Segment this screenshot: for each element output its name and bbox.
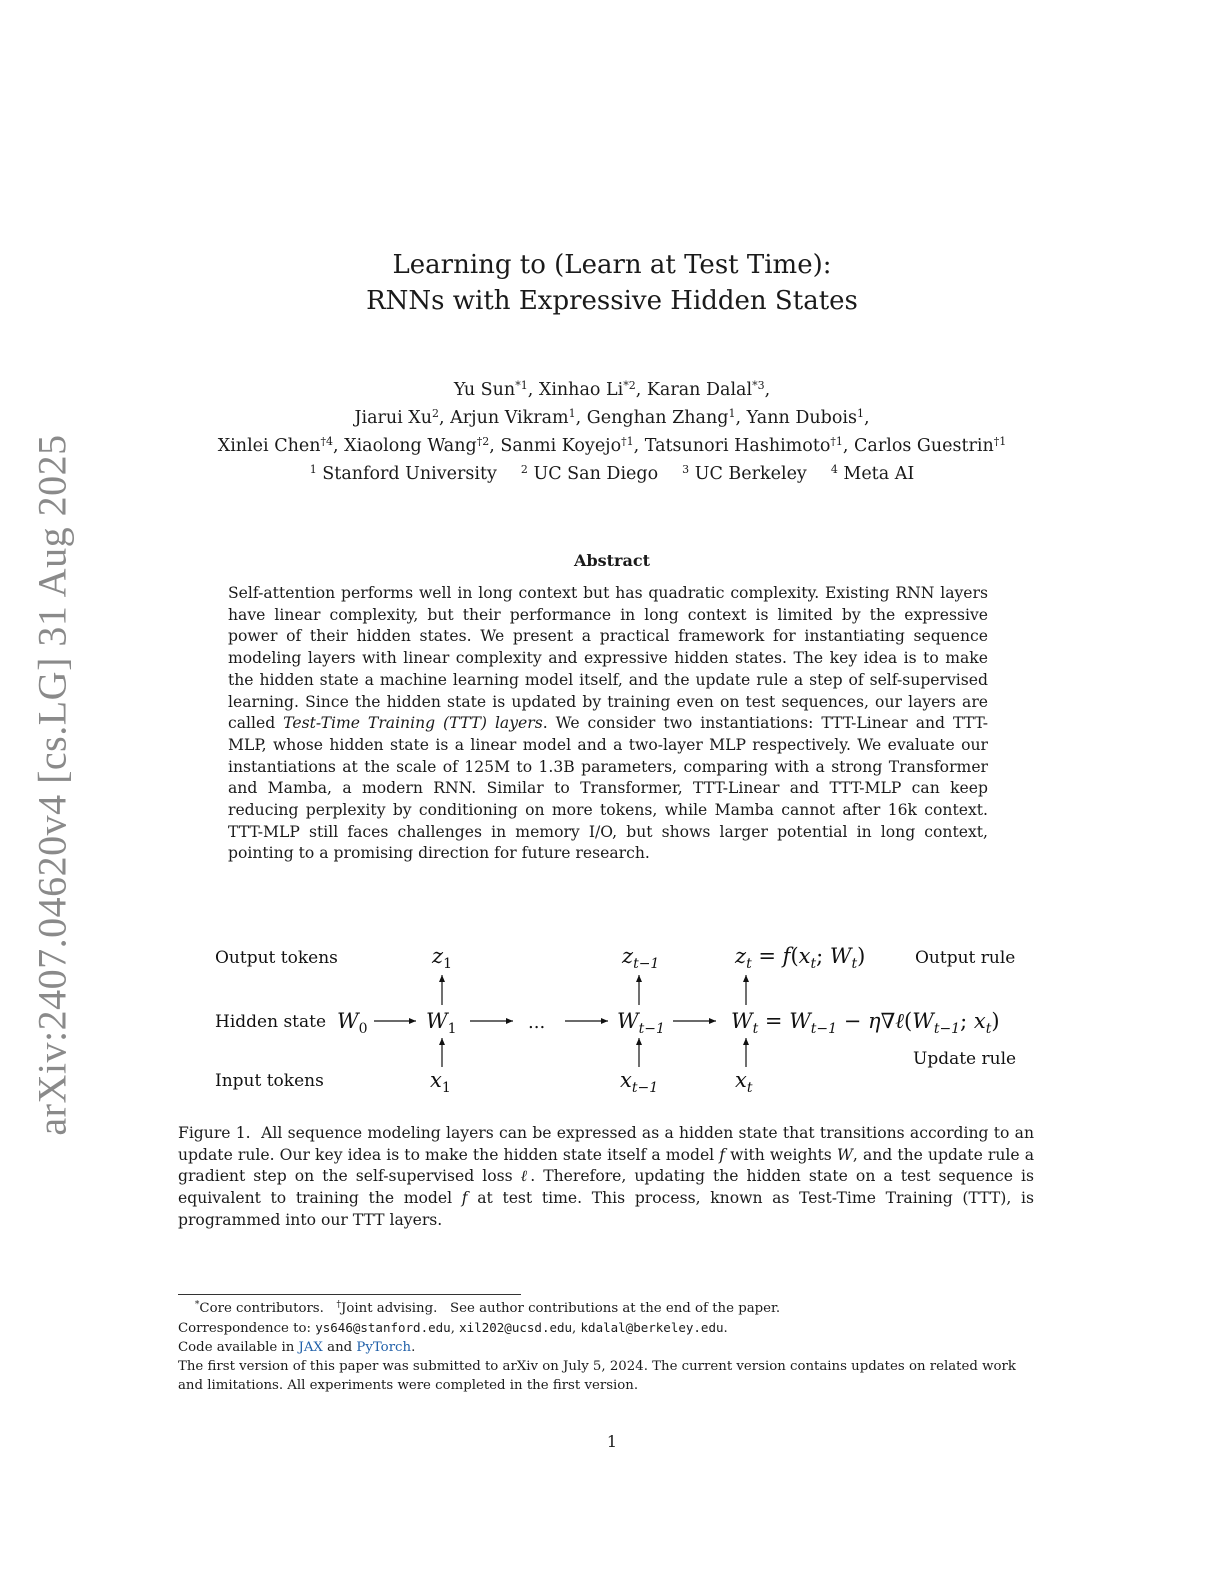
symbol-w0-base: W bbox=[337, 1009, 359, 1033]
author-name: Xinhao Li bbox=[538, 380, 624, 400]
caption-math: ℓ bbox=[520, 1167, 531, 1186]
footnote-star: * bbox=[194, 1300, 200, 1310]
author-sup: 1 bbox=[856, 407, 864, 420]
author-sep: , bbox=[635, 380, 647, 400]
title-line-1: Learning to (Learn at Test Time): bbox=[392, 250, 832, 280]
correspondence-label: Correspondence to: bbox=[178, 1321, 311, 1336]
symbol-x1-sub: 1 bbox=[441, 1080, 451, 1096]
author-sep: , bbox=[332, 436, 345, 456]
email-link[interactable]: kdalal@berkeley.edu bbox=[580, 1320, 724, 1335]
author-sep: , bbox=[633, 436, 645, 456]
author-sep: , bbox=[575, 408, 587, 428]
update-equation: $W_t = W_{t-1}$ − $\eta\nabla\ell(W_{t-1}$; $x_t$) bbox=[731, 1009, 1000, 1037]
author-line-2 bbox=[0, 404, 1224, 432]
symbol-xt-minus-1 bbox=[620, 1068, 658, 1096]
footnotes bbox=[178, 1299, 1038, 1395]
symbol-x1 bbox=[430, 1068, 451, 1096]
symbol-xt1-base: x bbox=[620, 1068, 632, 1092]
output-rule-label: Output rule bbox=[915, 948, 1016, 968]
pytorch-link[interactable]: PyTorch bbox=[356, 1340, 412, 1355]
code-and: and bbox=[327, 1340, 353, 1355]
affiliation bbox=[521, 464, 658, 484]
symbol-w1 bbox=[426, 1009, 457, 1037]
author-name: Jiarui Xu bbox=[354, 408, 433, 428]
affiliation-name: UC San Diego bbox=[533, 464, 659, 484]
author-sup: †1 bbox=[621, 435, 634, 448]
arxiv-identifier-text: arXiv:2407.04620v4 [cs.LG] 31 Aug 2025 bbox=[29, 434, 75, 1136]
abstract-heading: Abstract bbox=[574, 551, 650, 570]
figure-1-diagram bbox=[200, 935, 1040, 1105]
affiliation bbox=[310, 464, 497, 484]
update-rule-label: Update rule bbox=[913, 1049, 1017, 1069]
author-name: Tatsunori Hashimoto bbox=[644, 436, 831, 456]
abstract-text: Self-attention performs well in long context but has quadratic complexity. Existing RNN layers have linear complexity, but their performance in long context is limited by the expressive power of their hidden states. We present a practical framework for instantiating sequence modeling layers with linear complexity and expressive hidden states. The key idea is to make the hidden state a machine learning model itself, and the update rule a step of self-supervised learning. Since the hidden state is updated by training even on test sequences, our layers are called bbox=[228, 584, 988, 733]
symbol-zt-minus-1 bbox=[621, 944, 659, 972]
author-sep: , bbox=[863, 408, 870, 428]
caption-text: All sequence modeling layers can be expressed as a hidden state that transitions according to an update rule. Our key idea is to make the hidden state itself a model bbox=[178, 1124, 1034, 1164]
affiliation bbox=[682, 464, 807, 484]
author-sup: †1 bbox=[993, 435, 1007, 448]
author-sep: , bbox=[439, 408, 451, 428]
symbol-zt1-sub: t−1 bbox=[633, 956, 660, 972]
paper-title bbox=[0, 247, 1224, 319]
symbol-wt1-base: W bbox=[617, 1009, 639, 1033]
footnote-joint: Joint advising. bbox=[341, 1301, 438, 1316]
footnote-correspondence: Correspondence to: ys646@stanford.edu, xil202@ucsd.edu, kdalal@berkeley.edu. bbox=[178, 1320, 728, 1336]
page-number: 1 bbox=[606, 1432, 618, 1451]
footnote-rule bbox=[178, 1294, 521, 1295]
author-sup: 2 bbox=[432, 407, 440, 420]
symbol-w0-sub: 0 bbox=[358, 1021, 368, 1037]
symbol-w0 bbox=[337, 1009, 368, 1037]
author-name: Sanmi Koyejo bbox=[500, 436, 622, 456]
author-sep: , bbox=[842, 436, 855, 456]
symbol-xt1-sub: t−1 bbox=[631, 1080, 659, 1096]
affiliation-sup: 1 bbox=[309, 463, 317, 476]
author-sep: , bbox=[764, 380, 771, 400]
title-line-2: RNNs with Expressive Hidden States bbox=[366, 286, 858, 316]
footnote-see: See author contributions at the end of the paper. bbox=[450, 1301, 781, 1316]
author-name: Karan Dalal bbox=[646, 380, 753, 400]
caption-math: f bbox=[719, 1145, 726, 1164]
author-name: Xiaolong Wang bbox=[344, 436, 477, 456]
affiliation-sup: 2 bbox=[520, 463, 528, 476]
author-name: Yann Dubois bbox=[746, 408, 857, 428]
author-sup: *1 bbox=[515, 379, 528, 392]
jax-link[interactable]: JAX bbox=[298, 1340, 323, 1355]
symbol-zt1-base: z bbox=[622, 944, 634, 968]
author-name: Genghan Zhang bbox=[586, 408, 729, 428]
affiliation-sup: 4 bbox=[830, 463, 838, 476]
affiliation-name: Meta AI bbox=[843, 464, 915, 484]
author-line-3 bbox=[0, 432, 1224, 460]
abstract-text: . We consider two instantiations: TTT-Linear and TTT-MLP, whose hidden state is a linear model and a two-layer MLP respectively. We evaluate our instantiations at the scale of 125M to 1.3B parameters, comparing with a strong Transformer and Mamba, a modern RNN. Similar to Transformer, TTT-Linear and TTT-MLP can keep reducing perplexity by conditioning on more tokens, while Mamba cannot after 16k context. TTT-MLP still faces challenges in memory I/O, but shows larger potential in long context, pointing to a promising direction for future research. bbox=[228, 714, 988, 863]
author-line-1 bbox=[0, 376, 1224, 404]
footnote-dagger: † bbox=[336, 1300, 342, 1310]
caption-text: , and the update rule a gradient step on the self-supervised loss bbox=[178, 1145, 1034, 1186]
footnote-core: Core contributors. bbox=[199, 1301, 324, 1316]
author-sup: 1 bbox=[568, 407, 576, 420]
footnote-code: Code available in JAX and PyTorch. bbox=[178, 1340, 416, 1355]
author-name: Arjun Vikram bbox=[450, 408, 569, 428]
symbol-wt1-sub: t−1 bbox=[638, 1021, 665, 1037]
abstract-emphasis: Test-Time Training (TTT) layers bbox=[283, 714, 543, 733]
caption-math: W bbox=[836, 1145, 853, 1164]
email-link[interactable]: ys646@stanford.edu bbox=[315, 1320, 451, 1335]
author-sup: †1 bbox=[830, 435, 843, 448]
symbol-xt bbox=[735, 1068, 753, 1096]
author-sup: 1 bbox=[728, 407, 736, 420]
author-sup: †4 bbox=[320, 435, 333, 448]
author-sup: †2 bbox=[476, 435, 490, 448]
author-sep: , bbox=[735, 408, 747, 428]
affiliation-name: UC Berkeley bbox=[694, 464, 807, 484]
symbol-wt-minus-1 bbox=[617, 1009, 665, 1037]
author-sup: *3 bbox=[752, 379, 765, 392]
author-sup: *2 bbox=[623, 379, 636, 392]
caption-math: f bbox=[461, 1189, 468, 1208]
row-label-output: Output tokens bbox=[215, 948, 338, 968]
row-label-hidden: Hidden state bbox=[215, 1012, 327, 1032]
caption-text: at test time. This process, known as Test-Time Training (TTT), is programmed into our TTT layers. bbox=[178, 1189, 1034, 1229]
caption-label: Figure 1. bbox=[178, 1124, 251, 1142]
email-link[interactable]: xil202@ucsd.edu bbox=[459, 1320, 573, 1335]
symbol-x1-base: x bbox=[430, 1068, 442, 1092]
symbol-z1-base: z bbox=[432, 944, 444, 968]
affiliation-sup: 3 bbox=[682, 463, 690, 476]
symbol-z1 bbox=[431, 944, 452, 972]
code-label: Code available in bbox=[178, 1340, 295, 1355]
footnote-version: The first version of this paper was submitted to arXiv on July 5, 2024. The current version contains updates on related work and limitations. All experiments were completed in the first version. bbox=[178, 1359, 1016, 1393]
author-sep: , bbox=[489, 436, 501, 456]
author-name: Yu Sun bbox=[453, 380, 516, 400]
affiliations bbox=[0, 460, 1224, 488]
symbol-z1-sub: 1 bbox=[443, 956, 452, 972]
author-name: Xinlei Chen bbox=[217, 436, 321, 456]
affiliation bbox=[831, 464, 914, 484]
author-sep: , bbox=[527, 380, 539, 400]
ellipsis: ... bbox=[528, 1012, 546, 1033]
row-label-input: Input tokens bbox=[215, 1071, 324, 1091]
abstract-body bbox=[228, 583, 988, 865]
footnote-contributions bbox=[178, 1299, 1038, 1318]
affiliation-name: Stanford University bbox=[322, 464, 497, 484]
caption-text: with weights bbox=[725, 1145, 837, 1164]
author-name: Carlos Guestrin bbox=[854, 436, 994, 456]
output-equation: $z_t = f(x_t$; $W_t$) bbox=[735, 944, 866, 972]
author-block bbox=[0, 376, 1224, 488]
symbol-w1-sub: 1 bbox=[447, 1021, 457, 1037]
figure-1-caption bbox=[178, 1123, 1034, 1232]
symbol-xt-sub: t bbox=[746, 1080, 753, 1096]
symbol-w1-base: W bbox=[426, 1009, 448, 1033]
symbol-xt-base: x bbox=[735, 1068, 747, 1092]
caption-text: . Therefore, updating the hidden state on a test sequence is equivalent to training the model bbox=[178, 1167, 1034, 1208]
